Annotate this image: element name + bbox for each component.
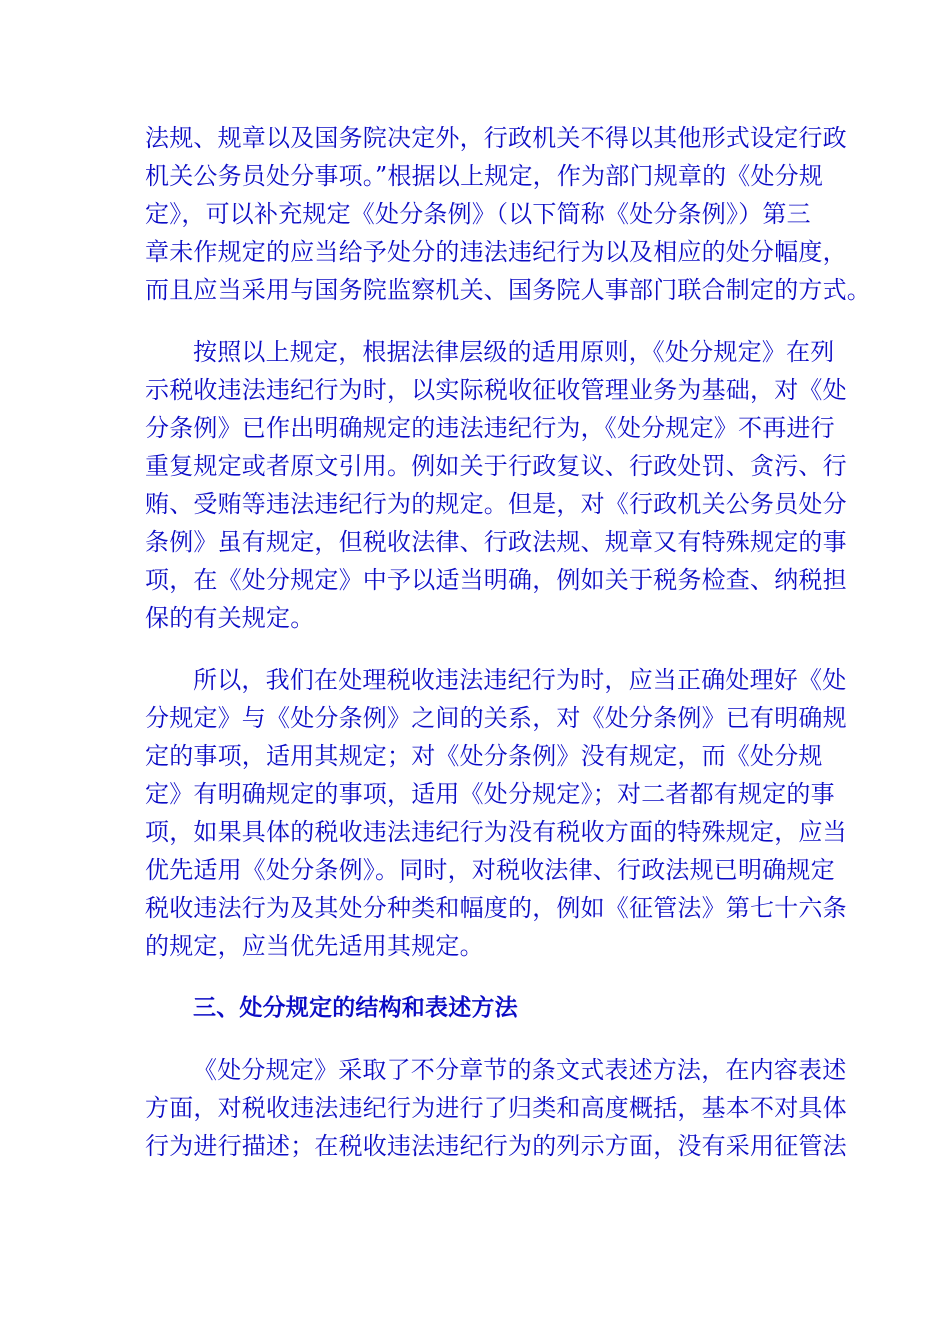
paragraph-3-line-3: 定的事项，适用其规定；对《处分条例》没有规定，而《处分规 [145,742,823,770]
paragraph-2-line-8: 保的有关规定。 [145,604,315,632]
paragraph-2-line-2: 示税收违法违纪行为时，以实际税收征收管理业务为基础，对《处 [145,376,847,404]
paragraph-3-line-4: 定》有明确规定的事项，适用《处分规定》；对二者都有规定的事 [145,780,835,808]
paragraph-1-line-4: 章未作规定的应当给予处分的违法违纪行为以及相应的处分幅度， [145,238,847,266]
paragraph-4-line-1: 《处分规定》采取了不分章节的条文式表述方法，在内容表述 [193,1056,847,1084]
paragraph-3-line-7: 税收违法行为及其处分种类和幅度的，例如《征管法》第七十六条 [145,894,847,922]
paragraph-2-line-1: 按照以上规定，根据法律层级的适用原则，《处分规定》在列 [193,338,835,366]
paragraph-3-line-8: 的规定，应当优先适用其规定。 [145,932,484,960]
paragraph-3-line-1: 所以，我们在处理税收违法违纪行为时，应当正确处理好《处 [193,666,847,694]
paragraph-4-line-3: 行为进行描述；在税收违法违纪行为的列示方面，没有采用征管法 [145,1132,847,1160]
paragraph-3-line-6: 优先适用《处分条例》。同时，对税收法律、行政法规已明确规定 [145,856,835,884]
paragraph-3-line-2: 分规定》与《处分条例》之间的关系，对《处分条例》已有明确规 [145,704,847,732]
paragraph-2-line-5: 贿、受贿等违法违纪行为的规定。但是，对《行政机关公务员处分 [145,490,847,518]
paragraph-2-line-7: 项，在《处分规定》中予以适当明确，例如关于税务检查、纳税担 [145,566,847,594]
paragraph-1-line-5: 而且应当采用与国务院监察机关、国务院人事部门联合制定的方式。 [145,276,871,304]
paragraph-4-line-2: 方面，对税收违法违纪行为进行了归类和高度概括，基本不对具体 [145,1094,847,1122]
section-heading: 三、处分规定的结构和表述方法 [193,995,518,1021]
paragraph-2-line-4: 重复规定或者原文引用。例如关于行政复议、行政处罚、贪污、行 [145,452,847,480]
paragraph-1-line-3: 定》，可以补充规定《处分条例》（以下简称《处分条例》）第三 [145,200,811,228]
paragraph-2-line-3: 分条例》已作出明确规定的违法违纪行为，《处分规定》不再进行 [145,414,835,442]
paragraph-2-line-6: 条例》虽有规定，但税收法律、行政法规、规章又有特殊规定的事 [145,528,847,556]
paragraph-1-line-1: 法规、规章以及国务院决定外，行政机关不得以其他形式设定行政 [145,124,847,152]
paragraph-1-line-2: 机关公务员处分事项。”根据以上规定，作为部门规章的《处分规 [145,162,824,190]
paragraph-3-line-5: 项，如果具体的税收违法违纪行为没有税收方面的特殊规定，应当 [145,818,847,846]
